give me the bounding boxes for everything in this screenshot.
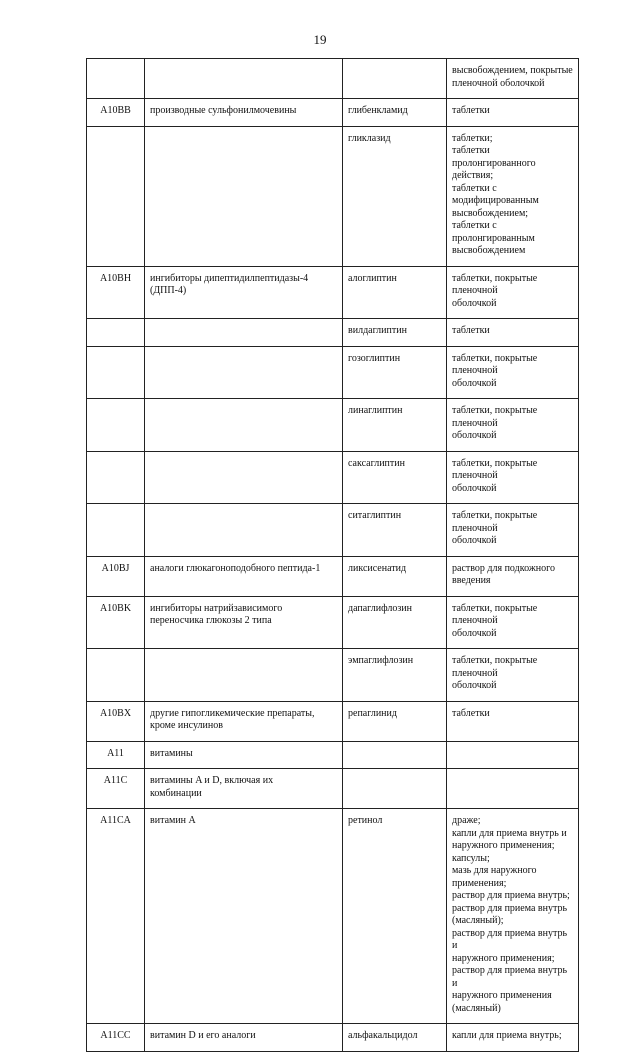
drug-name-cell: ликсисенатид — [343, 556, 447, 596]
dosage-form-cell: таблетки, покрытые пленочной оболочкой — [447, 346, 579, 399]
group-name-cell — [145, 126, 343, 266]
dosage-form-cell: таблетки — [447, 99, 579, 127]
table-row — [87, 1024, 579, 1052]
atc-code-cell: A11C — [87, 769, 145, 809]
group-name-cell — [145, 649, 343, 702]
table-row — [87, 649, 579, 702]
drug-name-cell: глибенкламид — [343, 99, 447, 127]
group-name-cell: другие гипогликемические препараты, кроме инсулинов — [145, 701, 343, 741]
table-row — [87, 126, 579, 266]
group-name-cell: витамины — [145, 741, 343, 769]
table-row — [87, 741, 579, 769]
group-name-cell — [145, 346, 343, 399]
group-name-cell: витамин D и его аналоги — [145, 1024, 343, 1052]
group-name-cell — [145, 451, 343, 504]
atc-code-cell — [87, 319, 145, 347]
dosage-form-cell: капли для приема внутрь; — [447, 1024, 579, 1052]
table-row — [87, 266, 579, 319]
drug-name-cell: гозоглиптин — [343, 346, 447, 399]
atc-code-cell: A10BB — [87, 99, 145, 127]
atc-code-cell — [87, 399, 145, 452]
drug-name-cell — [343, 59, 447, 99]
atc-code-cell: A10BK — [87, 596, 145, 649]
dosage-form-cell: раствор для подкожного введения — [447, 556, 579, 596]
drug-name-cell: альфакальцидол — [343, 1024, 447, 1052]
table-row — [87, 346, 579, 399]
drug-name-cell: линаглиптин — [343, 399, 447, 452]
drug-table-body — [87, 59, 579, 1052]
atc-code-cell: A11CC — [87, 1024, 145, 1052]
dosage-form-cell: таблетки, покрытые пленочной оболочкой — [447, 451, 579, 504]
atc-code-cell: A10BX — [87, 701, 145, 741]
table-row — [87, 556, 579, 596]
drug-name-cell: репаглинид — [343, 701, 447, 741]
table-row — [87, 451, 579, 504]
dosage-form-cell: таблетки, покрытые пленочной оболочкой — [447, 649, 579, 702]
dosage-form-cell — [447, 769, 579, 809]
drug-name-cell: гликлазид — [343, 126, 447, 266]
dosage-form-cell — [447, 741, 579, 769]
atc-code-cell — [87, 451, 145, 504]
table-row — [87, 701, 579, 741]
dosage-form-cell: драже; капли для приема внутрь и наружного применения; капсулы; мазь для наружного применения; раствор для приема внутрь; раствор для приема внутрь (масляный); раствор для приема внутрь и наружного применения; раствор для приема внутрь и наружного применения (масляный) — [447, 809, 579, 1024]
drug-name-cell: дапаглифлозин — [343, 596, 447, 649]
drug-name-cell: ситаглиптин — [343, 504, 447, 557]
table-row — [87, 504, 579, 557]
drug-name-cell — [343, 769, 447, 809]
group-name-cell: аналоги глюкагоноподобного пептида-1 — [145, 556, 343, 596]
atc-code-cell — [87, 59, 145, 99]
table-row — [87, 99, 579, 127]
dosage-form-cell: высвобождением, покрытые пленочной оболочкой — [447, 59, 579, 99]
dosage-form-cell: таблетки, покрытые пленочной оболочкой — [447, 504, 579, 557]
group-name-cell — [145, 319, 343, 347]
table-row — [87, 399, 579, 452]
table-row — [87, 319, 579, 347]
group-name-cell: витамин A — [145, 809, 343, 1024]
group-name-cell — [145, 399, 343, 452]
group-name-cell — [145, 504, 343, 557]
drug-name-cell: саксаглиптин — [343, 451, 447, 504]
drug-name-cell: эмпаглифлозин — [343, 649, 447, 702]
dosage-form-cell: таблетки — [447, 319, 579, 347]
group-name-cell: производные сульфонилмочевины — [145, 99, 343, 127]
atc-code-cell — [87, 346, 145, 399]
dosage-form-cell: таблетки, покрытые пленочной оболочкой — [447, 596, 579, 649]
atc-code-cell — [87, 504, 145, 557]
dosage-form-cell: таблетки — [447, 701, 579, 741]
dosage-form-cell: таблетки, покрытые пленочной оболочкой — [447, 399, 579, 452]
group-name-cell: витамины A и D, включая их комбинации — [145, 769, 343, 809]
drug-name-cell — [343, 741, 447, 769]
drug-name-cell: ретинол — [343, 809, 447, 1024]
table-row — [87, 769, 579, 809]
atc-code-cell — [87, 126, 145, 266]
atc-code-cell: A11 — [87, 741, 145, 769]
table-row — [87, 596, 579, 649]
drug-name-cell: алоглиптин — [343, 266, 447, 319]
group-name-cell — [145, 59, 343, 99]
drug-name-cell: вилдаглиптин — [343, 319, 447, 347]
atc-code-cell: A11CA — [87, 809, 145, 1024]
group-name-cell: ингибиторы дипептидилпептидазы-4 (ДПП-4) — [145, 266, 343, 319]
dosage-form-cell: таблетки, покрытые пленочной оболочкой — [447, 266, 579, 319]
table-row — [87, 59, 579, 99]
atc-code-cell: A10BJ — [87, 556, 145, 596]
table-row — [87, 809, 579, 1024]
atc-code-cell — [87, 649, 145, 702]
drug-table — [86, 58, 579, 1052]
dosage-form-cell: таблетки; таблетки пролонгированного действия; таблетки с модифицированным высвобождением; таблетки с пролонгированным высвобождением — [447, 126, 579, 266]
page-number: 19 — [313, 32, 327, 47]
group-name-cell: ингибиторы натрийзависимого переносчика глюкозы 2 типа — [145, 596, 343, 649]
atc-code-cell: A10BH — [87, 266, 145, 319]
